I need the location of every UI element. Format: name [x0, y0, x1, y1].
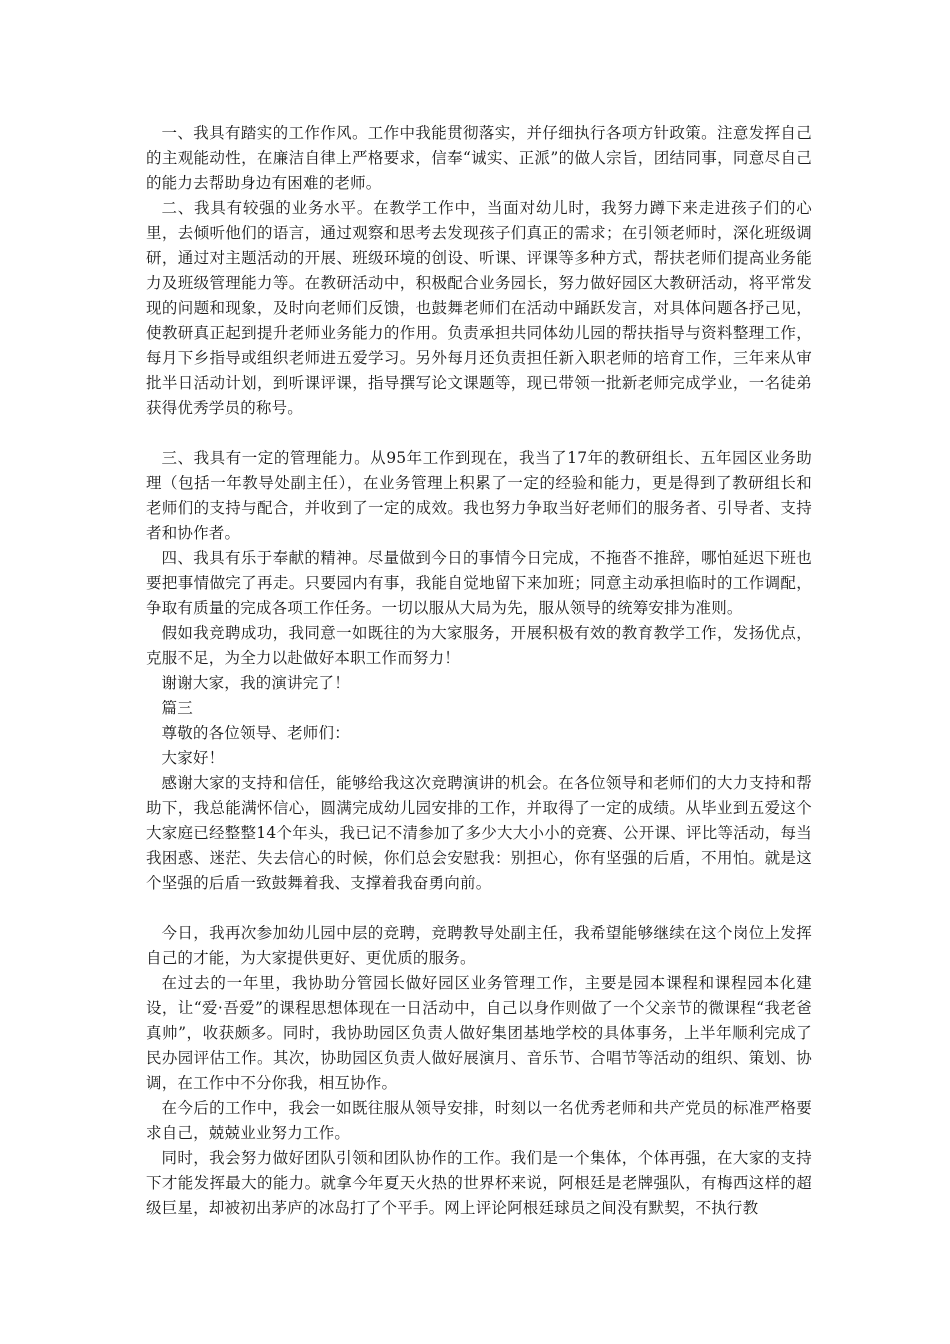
paragraph-future-work: 在今后的工作中，我会一如既往服从领导安排，时刻以一名优秀老师和共产党员的标准严格要求自己，兢兢业业努力工作。 — [146, 1099, 812, 1142]
paragraph-teamwork: 同时，我会努力做好团队引领和团队协作的工作。我们是一个集体，个体再强，在大家的支持下才能发挥最大的能力。就拿今年夏天火热的世界杯来说，阿根廷是老牌强队，有梅西这样的超级巨星，却被初出茅庐的冰岛打了个平手。网上评论阿根廷球员之间没有默契，不执行教 — [146, 1149, 812, 1217]
paragraph-closing-thanks: 谢谢大家，我的演讲完了！ — [161, 674, 350, 692]
greeting: 大家好！ — [161, 749, 225, 767]
section-heading: 篇三 — [161, 699, 193, 717]
document-body — [146, 121, 812, 1221]
paragraph-past-year: 在过去的一年里，我协助分管园长做好园区业务管理工作，主要是园本课程和课程园本化建设，让“爱·吾爱”的课程思想体现在一日活动中，自己以身作则做了一个父亲节的微课程“我老爸真帅”，收获颇多。同时，我协助园区负责人做好集团基地学校的具体事务，上半年顺利完成了民办园评估工作。其次，协助园区负责人做好展演月、音乐节、合唱节等活动的组织、策划、协调，在工作中不分你我，相互协作。 — [146, 974, 812, 1092]
paragraph-gap — [146, 421, 812, 446]
salutation: 尊敬的各位领导、老师们： — [161, 724, 350, 742]
paragraph-point-three: 三、我具有一定的管理能力。从95年工作到现在，我当了17年的教研组长、五年园区业务助理（包括一年教导处副主任），在业务管理上积累了一定的经验和能力，更是得到了教研组长和老师们的支持与配合，并收到了一定的成效。我也努力争取当好老师们的服务者、引导者、支持者和协作者。 — [146, 449, 812, 542]
paragraph-candidacy: 今日，我再次参加幼儿园中层的竞聘，竞聘教导处副主任，我希望能够继续在这个岗位上发挥自己的才能，为大家提供更好、更优质的服务。 — [146, 924, 812, 967]
paragraph-point-one: 一、我具有踏实的工作作风。工作中我能贯彻落实，并仔细执行各项方针政策。注意发挥自己的主观能动性，在廉洁自律上严格要求，信奉“诚实、正派”的做人宗旨，团结同事，同意尽自己的能力去帮助身边有困难的老师。 — [146, 124, 812, 192]
paragraph-point-two: 二、我具有较强的业务水平。在教学工作中，当面对幼儿时，我努力蹲下来走进孩子们的心里，去倾听他们的语言，通过观察和思考去发现孩子们真正的需求；在引领老师时，深化班级调研，通过对主题活动的开展、班级环境的创设、听课、评课等多种方式，帮扶老师们提高业务能力及班级管理能力等。在教研活动中，积极配合业务园长，努力做好园区大教研活动，将平常发现的问题和现象，及时向老师们反馈，也鼓舞老师们在活动中踊跃发言，对具体问题各抒己见，使教研真正起到提升老师业务能力的作用。负责承担共同体幼儿园的帮扶指导与资料整理工作，每月下乡指导或组织老师进五爱学习。另外每月还负责担任新入职老师的培育工作，三年来从审批半日活动计划，到听课评课，指导撰写论文课题等，现已带领一批新老师完成学业，一名徒弟获得优秀学员的称号。 — [146, 199, 812, 417]
paragraph-point-four: 四、我具有乐于奉献的精神。尽量做到今日的事情今日完成，不拖沓不推辞，哪怕延迟下班也要把事情做完了再走。只要园内有事，我能自觉地留下来加班；同意主动承担临时的工作调配，争取有质量的完成各项工作任务。一切以服从大局为先，服从领导的统筹安排为准则。 — [146, 549, 812, 617]
paragraph-commitment: 假如我竞聘成功，我同意一如既往的为大家服务，开展积极有效的教育教学工作，发扬优点，克服不足，为全力以赴做好本职工作而努力！ — [146, 624, 812, 667]
paragraph-gratitude: 感谢大家的支持和信任，能够给我这次竞聘演讲的机会。在各位领导和老师们的大力支持和帮助下，我总能满怀信心，圆满完成幼儿园安排的工作，并取得了一定的成绩。从毕业到五爱这个大家庭已经整整14个年头，我已记不清参加了多少大大小小的竞赛、公开课、评比等活动，每当我困惑、迷茫、失去信心的时候，你们总会安慰我：别担心，你有坚强的后盾，不用怕。就是这个坚强的后盾一致鼓舞着我、支撑着我奋勇向前。 — [146, 774, 812, 892]
paragraph-gap — [146, 896, 812, 921]
